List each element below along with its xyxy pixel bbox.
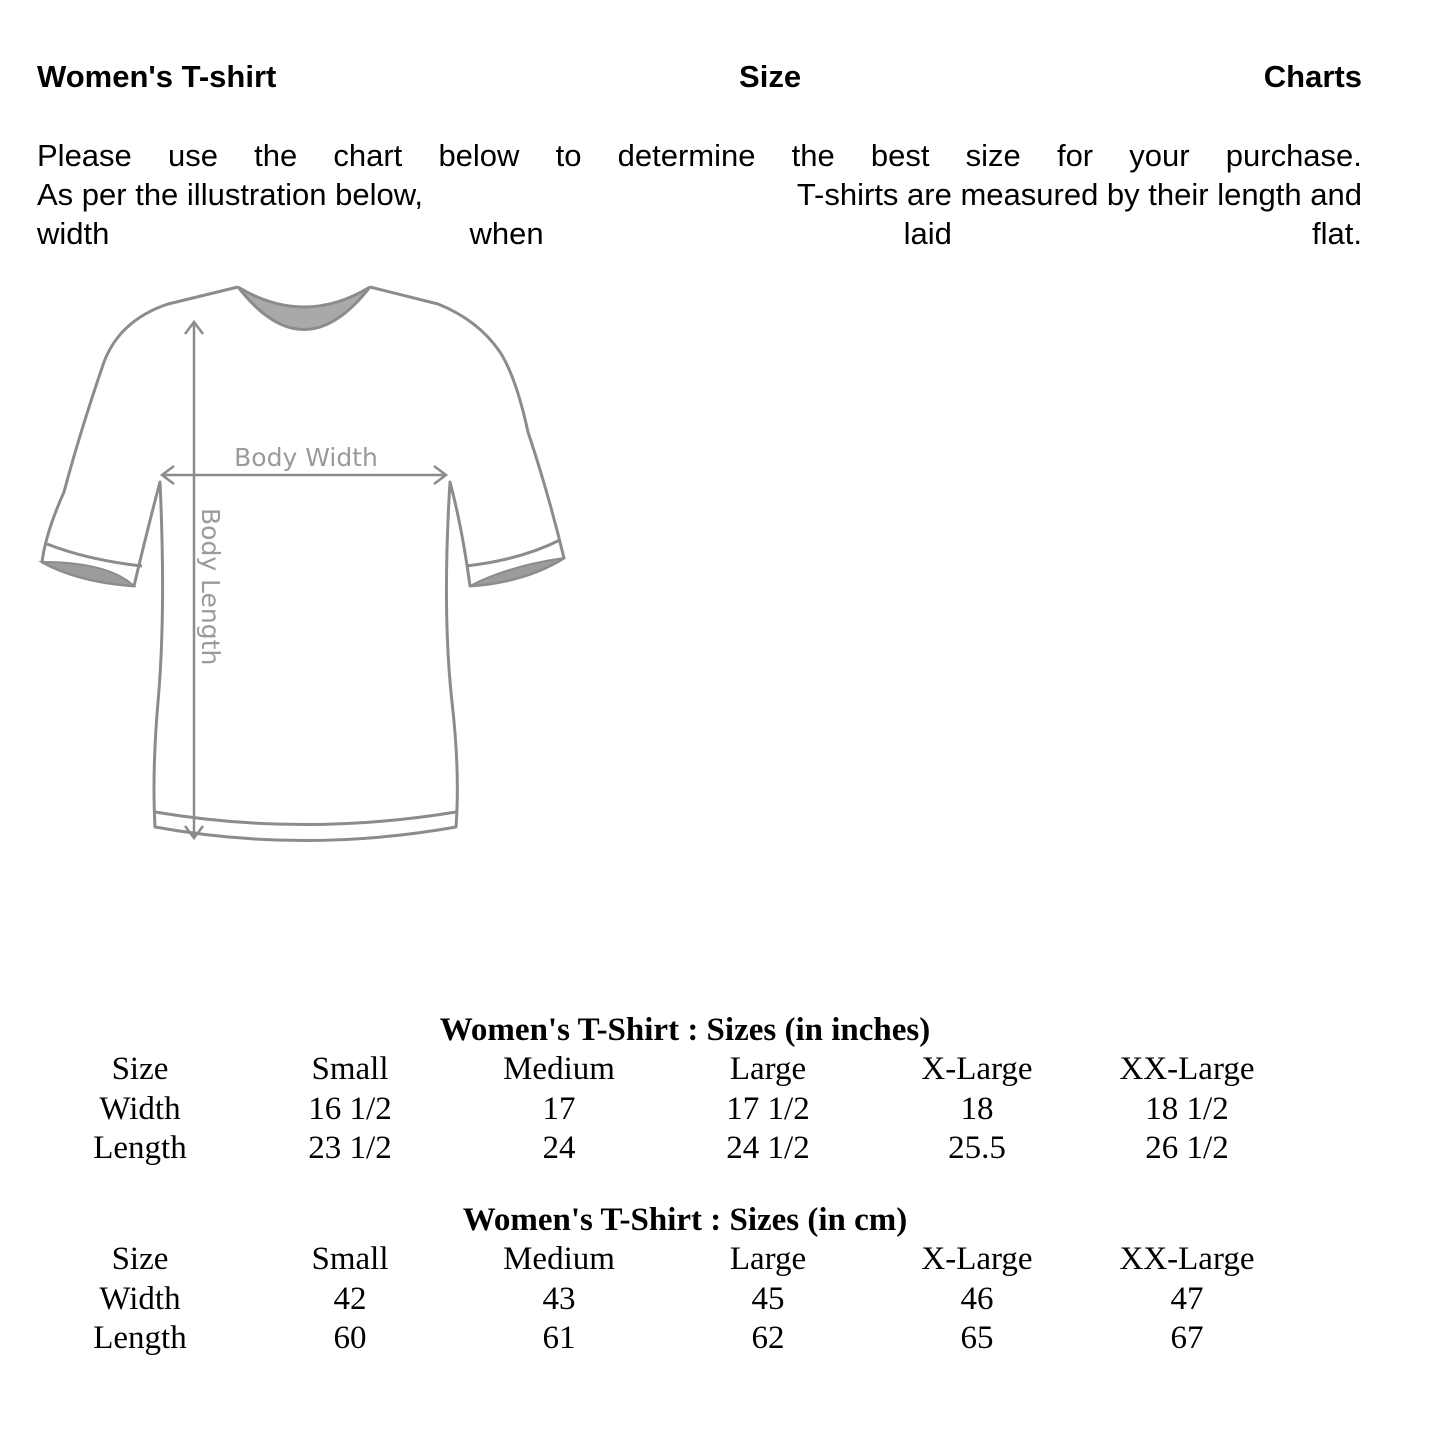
page-heading <box>37 57 1362 97</box>
intro-word: to <box>555 138 582 173</box>
table-cell: 46 <box>960 1280 994 1317</box>
table-cell: Large <box>729 1051 807 1087</box>
table-cell: 42 <box>333 1280 367 1317</box>
intro-phrase: As per the illustration below, <box>37 177 423 212</box>
table-cell: 17 1/2 <box>726 1090 810 1127</box>
table-cell: X-Large <box>921 1241 1033 1277</box>
table-cell: 17 <box>542 1090 576 1127</box>
table-title: Women's T-Shirt : Sizes (in cm) <box>462 1202 908 1238</box>
intro-word: Please <box>37 138 132 173</box>
heading-part-1: Women's T-shirt <box>37 59 277 94</box>
heading-part-2: Size <box>739 59 802 94</box>
table-title: Women's T-Shirt : Sizes (in inches) <box>439 1012 931 1048</box>
table-cell: Length <box>93 1130 187 1166</box>
table-cell: 67 <box>1170 1320 1204 1356</box>
table-cell: 23 1/2 <box>308 1130 392 1166</box>
size-table-cm <box>30 1200 1330 1359</box>
table-row <box>30 1280 1330 1320</box>
heading-part-3: Charts <box>1263 59 1362 94</box>
intro-word: determine <box>617 138 756 173</box>
intro-word: width <box>37 216 110 251</box>
intro-line-1 <box>37 136 1362 175</box>
intro-word: when <box>469 216 544 251</box>
intro-word: below <box>438 138 520 173</box>
table-cell: Width <box>99 1280 181 1317</box>
table-cell: Medium <box>503 1051 615 1087</box>
intro-phrase: T-shirts are measured by their length and <box>796 177 1362 212</box>
table-cell: 61 <box>542 1320 576 1356</box>
table-cell: Width <box>99 1090 181 1127</box>
intro-word: best <box>870 138 930 173</box>
intro-word: chart <box>333 138 403 173</box>
table-cell: 60 <box>333 1320 367 1356</box>
table-header-row <box>30 1050 1330 1090</box>
table-cell: 24 1/2 <box>726 1130 810 1166</box>
table-cell: 18 1/2 <box>1145 1090 1229 1127</box>
table-row <box>30 1129 1330 1169</box>
table-cell: X-Large <box>921 1051 1033 1087</box>
table-cell: Size <box>111 1051 169 1087</box>
table-cell: 65 <box>960 1320 994 1356</box>
table-header-row <box>30 1240 1330 1280</box>
intro-word: laid <box>903 216 952 251</box>
size-table-inches <box>30 1010 1330 1169</box>
table-cell: Medium <box>503 1241 615 1277</box>
table-cell: 18 <box>960 1090 994 1127</box>
intro-word: purchase. <box>1225 138 1362 173</box>
table-cell: 25.5 <box>948 1130 1006 1166</box>
intro-word: flat. <box>1312 216 1362 251</box>
intro-word: your <box>1129 138 1190 173</box>
table-cell: 47 <box>1170 1280 1204 1317</box>
intro-word: for <box>1056 138 1094 173</box>
table-cell: Small <box>311 1241 389 1277</box>
body-width-label: Body Width <box>234 443 378 472</box>
table-cell: XX-Large <box>1119 1051 1255 1087</box>
table-cell: 43 <box>542 1280 576 1317</box>
tshirt-measurement-illustration <box>38 282 572 854</box>
intro-word: use <box>167 138 218 173</box>
body-length-label: Body Length <box>196 508 225 666</box>
intro-word: the <box>791 138 835 173</box>
intro-line-3 <box>37 214 1362 253</box>
table-cell: Small <box>311 1051 389 1087</box>
intro-word: the <box>254 138 298 173</box>
table-cell: Size <box>111 1241 169 1277</box>
table-cell: 45 <box>751 1280 785 1317</box>
table-cell: 26 1/2 <box>1145 1130 1229 1166</box>
intro-word: size <box>965 138 1021 173</box>
table-cell: Large <box>729 1241 807 1277</box>
table-row <box>30 1090 1330 1130</box>
table-cell: 24 <box>542 1130 576 1166</box>
table-cell: XX-Large <box>1119 1241 1255 1277</box>
table-row <box>30 1319 1330 1359</box>
intro-line-2 <box>37 175 1362 214</box>
intro-paragraph <box>37 136 1362 253</box>
table-cell: 16 1/2 <box>308 1090 392 1127</box>
table-cell: 62 <box>751 1320 785 1356</box>
table-cell: Length <box>93 1320 187 1356</box>
